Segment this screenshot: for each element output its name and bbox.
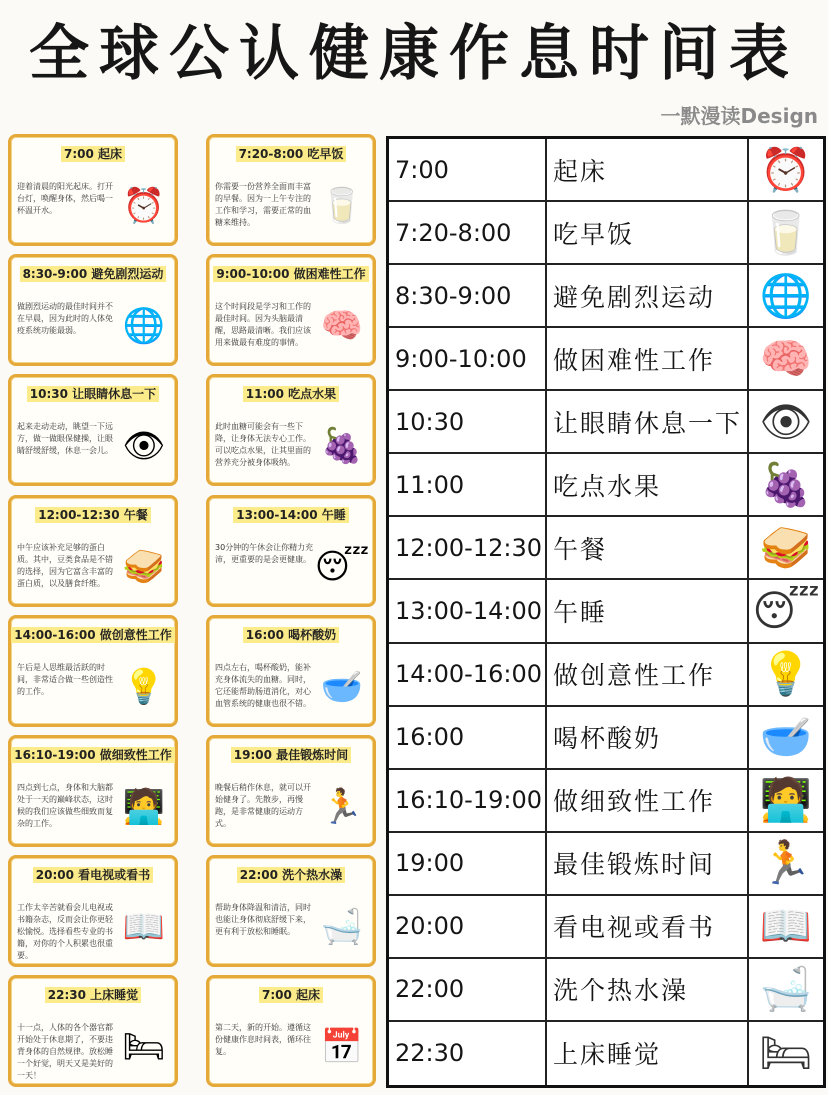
schedule-card	[8, 855, 178, 967]
table-row	[389, 1022, 823, 1085]
time-cell: 10:30	[389, 391, 547, 452]
bed-clock-icon: 🛏	[759, 1028, 813, 1078]
schedule-card	[8, 615, 178, 727]
table-row	[389, 454, 823, 517]
page-title: 全球公认健康作息时间表	[29, 19, 799, 89]
card-description: 帮助身体降温和清洁，同时也能让身体彻底舒缓下来，更有利于放松和睡眠。	[215, 903, 311, 937]
schedule-card	[8, 735, 178, 847]
card-title	[11, 506, 175, 523]
table-row	[389, 580, 823, 643]
book-icon: 📖	[122, 907, 166, 948]
card-title-text: 13:00-14:00 午睡	[233, 507, 349, 523]
card-title	[209, 746, 373, 763]
card-title-text: 10:30 让眼睛休息一下	[27, 386, 159, 402]
brain-bulb-icon: 🧠	[759, 333, 813, 383]
task-cell: 午餐	[547, 517, 749, 578]
card-description: 这个时间段是学习和工作的最佳时间。因为头脑最清醒，思路最清晰。我们应该用来做最有难度的事情。	[215, 302, 311, 348]
card-title	[11, 866, 175, 883]
schedule-card	[206, 615, 376, 727]
card-title	[209, 986, 373, 1003]
globe-warning-icon: 🌐	[122, 306, 166, 347]
card-title-text: 12:00-12:30 午餐	[35, 507, 151, 523]
card-description: 四点左右，喝杯酸奶，能补充身体流失的血糖。同时，它还能帮助肠道消化，对心血管系统的健康也很不错。	[215, 662, 311, 708]
card-title-text: 16:10-19:00 做细致性工作	[11, 747, 175, 763]
table-row	[389, 896, 823, 959]
card-title	[209, 385, 373, 402]
schedule-card	[206, 254, 376, 366]
schedule-card	[8, 254, 178, 366]
milk-cookie-icon: 🥛	[320, 186, 364, 226]
card-title-text: 20:00 看电视或看书	[33, 867, 153, 883]
alarm-clock-icon: ⏰	[122, 186, 166, 226]
sleeping-face-icon: 😴	[752, 585, 820, 635]
card-title-text: 11:00 吃点水果	[243, 386, 339, 402]
brand-signature: 一默漫读Design	[660, 104, 818, 128]
card-description: 起来走动走动，眺望一下远方，做一做眼保健操，让眼睛舒缓舒缓，休息一会儿。	[17, 422, 113, 456]
time-cell: 22:00	[389, 959, 547, 1020]
time-cell: 7:20-8:00	[389, 202, 547, 263]
brain-bulb-icon: 🧠	[320, 306, 364, 347]
card-title	[209, 145, 373, 162]
bed-clock-icon: 🛏	[122, 1027, 166, 1068]
card-title	[11, 626, 175, 643]
creative-tools-icon: 💡	[759, 649, 813, 699]
fruit-bowl-icon: 🍇	[759, 459, 813, 509]
time-cell: 7:00	[389, 139, 547, 200]
treadmill-icon: 🏃	[320, 787, 364, 827]
card-description: 做剧烈运动的最佳时间并不在早晨，因为此时的人体免疫系统功能最弱。	[17, 302, 113, 336]
card-description: 30分钟的午休会让你精力充沛，更重要的是会更健康。	[215, 542, 314, 564]
task-cell: 洗个热水澡	[547, 959, 749, 1020]
task-cell: 吃早饭	[547, 202, 749, 263]
card-title	[11, 385, 175, 402]
sleeping-face-icon: 😴	[314, 546, 370, 587]
time-cell: 16:10-19:00	[389, 770, 547, 831]
yogurt-icon: 🥣	[320, 666, 364, 707]
yogurt-icon: 🥣	[759, 712, 813, 762]
card-title-text: 9:00-10:00 做困难性工作	[213, 266, 368, 282]
sandwich-icon: 🥪	[122, 546, 166, 587]
card-title-text: 7:00 起床	[259, 987, 323, 1003]
creative-tools-icon: 💡	[122, 666, 166, 707]
card-description: 四点到七点，身体和大脑都处于一天的巅峰状态，这时候的我们应该做些细致而复杂的工作。	[17, 783, 113, 828]
task-cell: 上床睡觉	[547, 1022, 749, 1085]
eye-icon: 👁	[122, 426, 166, 467]
time-cell: 19:00	[389, 833, 547, 894]
task-cell: 看电视或看书	[547, 896, 749, 957]
schedule-card	[206, 855, 376, 967]
card-title-text: 14:00-16:00 做创意性工作	[11, 627, 175, 643]
time-cell: 11:00	[389, 454, 547, 515]
card-title-text: 19:00 最佳锻炼时间	[231, 747, 351, 763]
card-title	[11, 145, 175, 162]
time-cell: 16:00	[389, 707, 547, 768]
task-cell: 喝杯酸奶	[547, 707, 749, 768]
card-title	[209, 265, 373, 282]
card-description: 中午应该补充足够的蛋白质。其中，豆类食品是不错的选择，因为它富含丰富的蛋白质，以及膳食纤维。	[17, 542, 113, 588]
card-description: 工作太辛苦就看会儿电视或书籍杂志，反而会让你更轻松愉悦。选择看些专业的书籍，对你的个人积累也很重要。	[17, 903, 113, 961]
time-cell: 20:00	[389, 896, 547, 957]
table-row	[389, 644, 823, 707]
bathtub-icon: 🛁	[320, 907, 364, 948]
task-cell: 最佳锻炼时间	[547, 833, 749, 894]
schedule-table	[386, 136, 826, 1088]
schedule-card	[8, 495, 178, 607]
task-cell: 做细致性工作	[547, 770, 749, 831]
task-cell: 做困难性工作	[547, 328, 749, 389]
schedule-card	[8, 374, 178, 486]
table-row	[389, 139, 823, 202]
card-title	[11, 746, 175, 763]
time-cell: 14:00-16:00	[389, 644, 547, 705]
table-row	[389, 517, 823, 580]
task-cell: 午睡	[547, 580, 749, 641]
card-description: 你需要一份营养全面而丰富的早餐。因为一上午专注的工作和学习，需要正常的血糖来维持。	[215, 182, 311, 227]
schedule-card	[206, 975, 376, 1087]
card-title	[11, 986, 175, 1003]
sandwich-icon: 🥪	[759, 522, 813, 572]
card-title	[209, 626, 373, 643]
book-icon: 📖	[759, 901, 813, 951]
card-title-text: 22:30 上床睡觉	[45, 987, 141, 1003]
card-description: 晚餐后稍作休息，就可以开始健身了。先散步，再慢跑，是非常健康的运动方式。	[215, 783, 311, 828]
schedule-card	[206, 374, 376, 486]
desk-worker-icon: 🧑‍💻	[759, 775, 813, 825]
time-cell: 9:00-10:00	[389, 328, 547, 389]
calendar-clock-icon: 📅	[320, 1027, 364, 1068]
card-title-text: 16:00 喝杯酸奶	[243, 627, 339, 643]
card-title	[209, 866, 373, 883]
table-row	[389, 328, 823, 391]
card-description: 午后是人思维最活跃的时间，非常适合做一些创造性的工作。	[17, 662, 113, 696]
task-cell: 起床	[547, 139, 749, 200]
schedule-card	[8, 975, 178, 1087]
desk-worker-icon: 🧑‍💻	[122, 787, 166, 827]
task-cell: 避免剧烈运动	[547, 265, 749, 326]
table-row	[389, 959, 823, 1022]
schedule-card	[8, 134, 178, 246]
time-cell: 22:30	[389, 1022, 547, 1085]
table-row	[389, 833, 823, 896]
table-row	[389, 707, 823, 770]
globe-warning-icon: 🌐	[759, 270, 813, 320]
card-description: 十一点，人体的各个器官都开始处于休息期了，不要违背身体的自然规律。放松睡一个好觉，明天又是美好的一天！	[17, 1023, 113, 1081]
card-title	[11, 265, 175, 282]
schedule-card	[206, 495, 376, 607]
card-description: 迎着清晨的阳光起床。打开台灯，唤醒身体，然后喝一杯温开水。	[17, 182, 113, 215]
table-row	[389, 202, 823, 265]
alarm-clock-icon: ⏰	[759, 144, 813, 194]
bathtub-icon: 🛁	[759, 964, 813, 1014]
time-cell: 8:30-9:00	[389, 265, 547, 326]
time-cell: 12:00-12:30	[389, 517, 547, 578]
card-description: 此时血糖可能会有一些下降，让身体无法专心工作。可以吃点水果，让其里面的营养充分被身体吸纳。	[215, 422, 311, 468]
task-cell: 做创意性工作	[547, 644, 749, 705]
task-cell: 让眼睛休息一下	[547, 391, 749, 452]
schedule-card	[206, 735, 376, 847]
fruit-bowl-icon: 🍇	[320, 426, 364, 467]
time-cell: 13:00-14:00	[389, 580, 547, 641]
schedule-card	[206, 134, 376, 246]
treadmill-icon: 🏃	[759, 838, 813, 888]
table-row	[389, 770, 823, 833]
card-title	[209, 506, 373, 523]
task-cell: 吃点水果	[547, 454, 749, 515]
milk-cookie-icon: 🥛	[759, 207, 813, 257]
card-title-text: 8:30-9:00 避免剧烈运动	[20, 266, 167, 282]
eye-icon: 👁	[759, 396, 813, 446]
table-row	[389, 391, 823, 454]
table-row	[389, 265, 823, 328]
card-title-text: 22:00 洗个热水澡	[237, 867, 345, 883]
card-description: 第二天，新的开始。遵循这份健康作息时间表，循环往复。	[215, 1023, 311, 1057]
card-title-text: 7:00 起床	[61, 146, 125, 162]
card-title-text: 7:20-8:00 吃早饭	[236, 146, 347, 162]
